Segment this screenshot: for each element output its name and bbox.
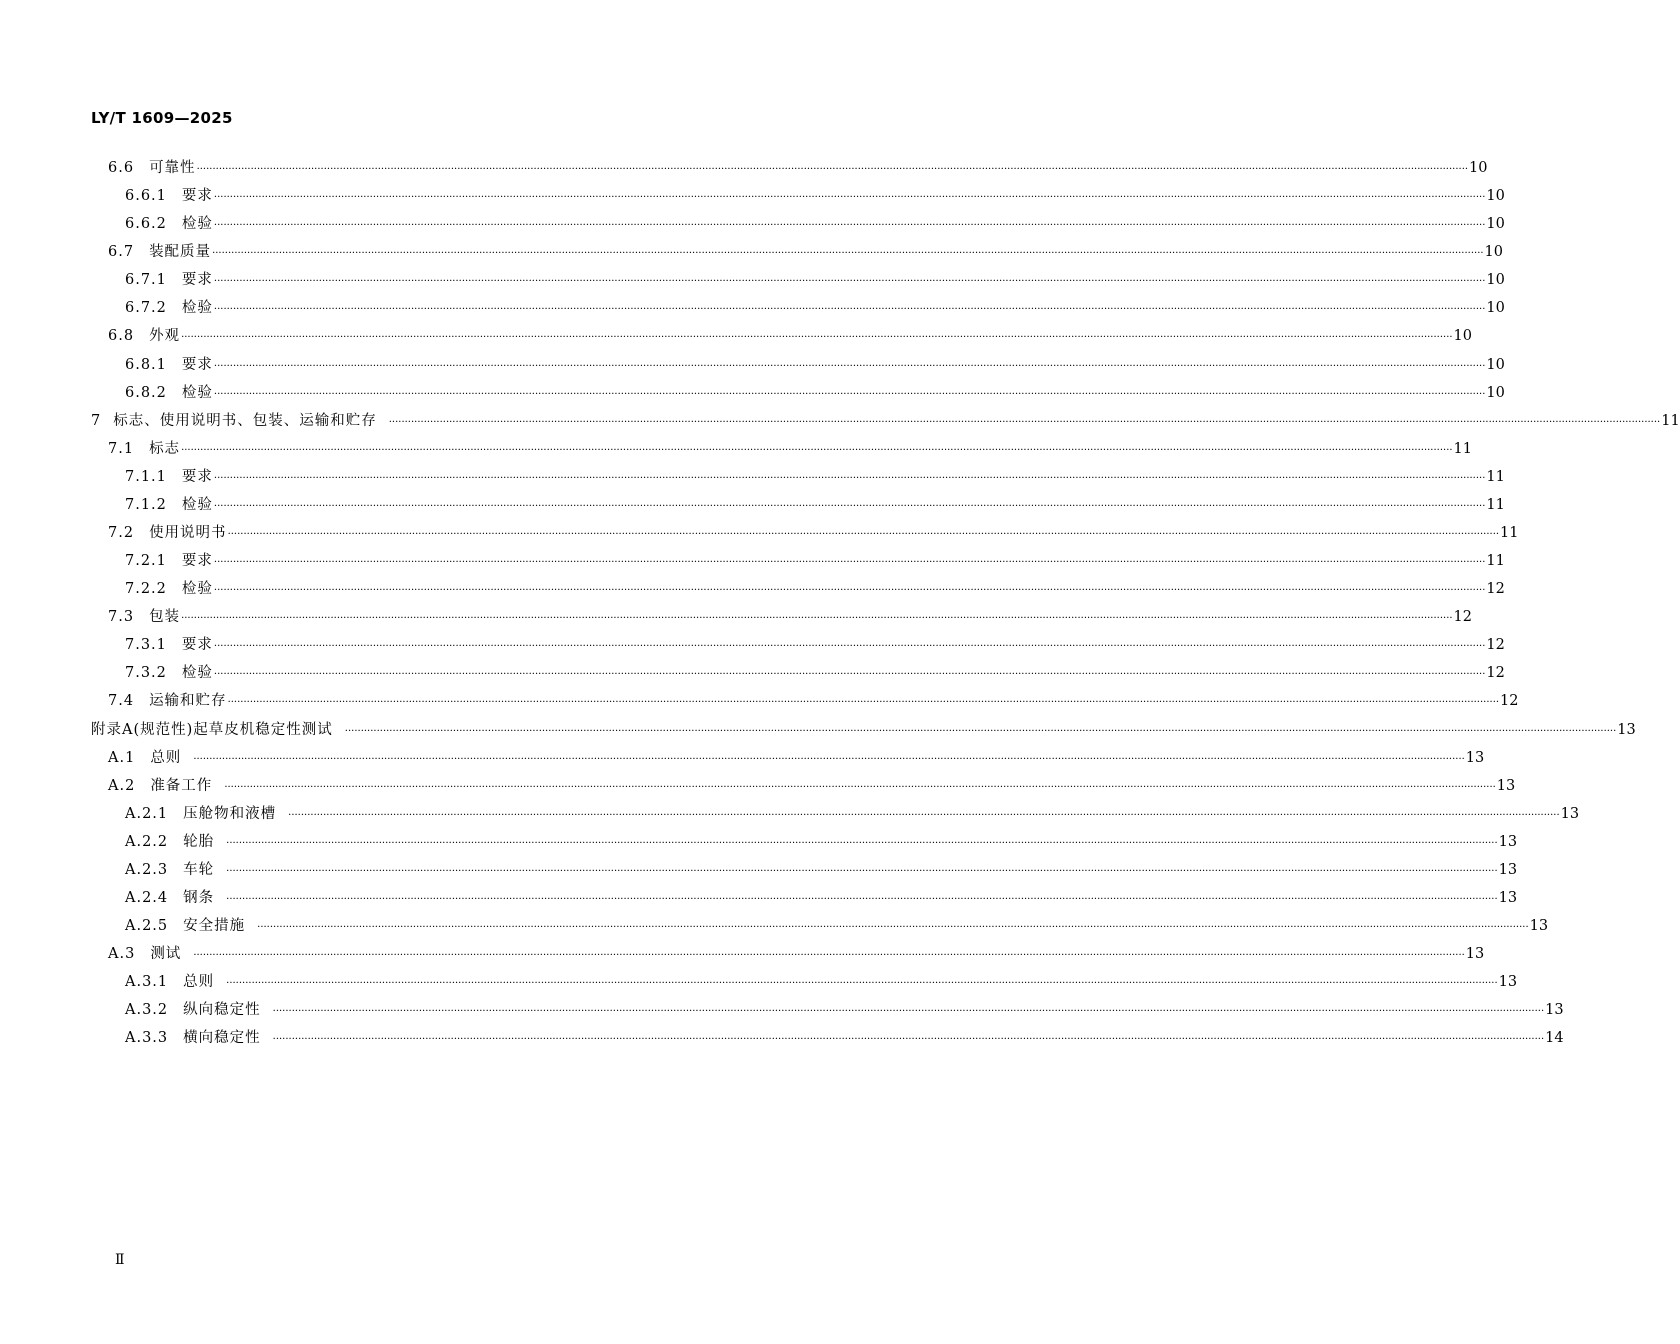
toc-dot-leader: ················································································································································································································································································································································································································ <box>213 641 1486 653</box>
toc-entry-number: 6.7 <box>108 244 135 261</box>
toc-entry-page: 12 <box>1486 637 1505 654</box>
toc-entry-number: 6.8.1 <box>125 356 167 373</box>
toc-dot-leader: ················································································································································································································································································································································································································ <box>213 557 1486 569</box>
toc-entry[interactable] <box>91 294 1505 322</box>
toc-entry[interactable] <box>91 379 1505 407</box>
table-of-contents <box>91 154 1680 1053</box>
toc-entry-title: 检验 <box>181 384 213 401</box>
toc-entry-page: 11 <box>1486 553 1505 570</box>
toc-entry-page: 13 <box>1545 1002 1564 1019</box>
toc-dot-leader: ················································································································································································································································································································································································································ <box>344 725 1617 737</box>
toc-entry[interactable] <box>91 772 1516 800</box>
toc-entry[interactable] <box>91 435 1472 463</box>
toc-entry[interactable] <box>91 996 1564 1024</box>
toc-dot-leader: ················································································································································································································································································································································································································ <box>227 697 1500 709</box>
toc-dot-leader: ················································································································································································································································································································································································································ <box>226 837 1498 849</box>
toc-dot-leader: ················································································································································································································································································································································································································ <box>196 164 1469 175</box>
toc-entry-number: 7.1 <box>108 440 135 457</box>
toc-entry-page: 13 <box>1498 861 1518 878</box>
toc-entry[interactable] <box>91 575 1505 603</box>
toc-entry[interactable] <box>91 856 1518 884</box>
toc-entry[interactable] <box>91 912 1549 940</box>
toc-entry[interactable] <box>91 800 1580 828</box>
toc-entry[interactable] <box>91 940 1485 968</box>
toc-entry-title: 检验 <box>181 216 213 233</box>
toc-dot-leader: ················································································································································································································································································································································································································ <box>227 529 1500 541</box>
toc-entry-title: 总则 <box>183 974 215 991</box>
toc-entry-title: 检验 <box>181 300 213 317</box>
toc-entry-page: 10 <box>1486 300 1505 317</box>
toc-entry[interactable] <box>91 716 1636 744</box>
toc-entry[interactable] <box>91 210 1505 238</box>
toc-entry-page: 11 <box>1486 468 1505 485</box>
toc-entry-page: 13 <box>1498 974 1518 991</box>
toc-entry[interactable] <box>91 828 1518 856</box>
toc-entry-page: 13 <box>1529 918 1549 935</box>
toc-entry[interactable] <box>91 491 1505 519</box>
toc-dot-leader: ················································································································································································································································································································································································································ <box>272 1006 1545 1018</box>
toc-entry-page: 13 <box>1560 805 1580 822</box>
toc-entry-page: 11 <box>1453 440 1472 457</box>
toc-entry-title: 检验 <box>181 665 213 682</box>
toc-entry-page: 10 <box>1484 244 1503 261</box>
toc-entry-title: 要求 <box>181 553 213 570</box>
toc-entry-title: 包装 <box>149 609 181 626</box>
toc-dot-leader: ················································································································································································································································································································································································································ <box>213 276 1486 288</box>
toc-dot-leader: ················································································································································································································································································································································································································ <box>213 669 1486 681</box>
toc-entry-page: 11 <box>1661 412 1680 429</box>
toc-entry-number: 7.3.1 <box>125 637 167 654</box>
toc-dot-leader: ················································································································································································································································································································································································································ <box>224 781 1496 793</box>
toc-entry-title: 装配质量 <box>149 244 212 261</box>
toc-entry-title: 可靠性 <box>149 160 196 176</box>
toc-entry[interactable] <box>91 266 1505 294</box>
toc-entry-number: A.1 <box>108 749 136 766</box>
toc-dot-leader: ················································································································································································································································································································································································································ <box>226 894 1498 906</box>
toc-entry-page: 11 <box>1500 525 1519 542</box>
toc-entry-number: A.3.1 <box>125 974 169 991</box>
toc-entry-number: 7.4 <box>108 693 135 710</box>
toc-entry-number: A.2 <box>108 777 136 794</box>
toc-dot-leader: ················································································································································································································································································································································································································ <box>213 500 1486 512</box>
toc-entry-title: 轮胎 <box>183 833 215 850</box>
toc-entry-number: 附录A(规范性) <box>91 721 194 738</box>
toc-entry-number: 6.7.2 <box>125 300 167 317</box>
toc-entry-title: 检验 <box>181 496 213 513</box>
toc-entry-title: 标志、使用说明书、包装、运输和贮存 <box>113 412 377 429</box>
toc-entry[interactable] <box>91 968 1518 996</box>
toc-entry-title: 压舱物和液槽 <box>183 805 277 822</box>
toc-entry-page: 10 <box>1486 356 1505 373</box>
toc-entry-title: 外观 <box>149 328 181 345</box>
toc-entry-number: 6.6 <box>108 160 135 176</box>
toc-entry-title: 使用说明书 <box>149 525 227 542</box>
toc-entry-number: 6.6.2 <box>125 216 167 233</box>
toc-entry-title: 要求 <box>181 356 213 373</box>
toc-dot-leader: ················································································································································································································································································································································································································ <box>213 388 1486 400</box>
toc-dot-leader: ················································································································································································································································································································································································································ <box>213 585 1486 597</box>
toc-entry-page: 10 <box>1453 328 1472 345</box>
toc-entry[interactable] <box>91 238 1503 266</box>
toc-entry-number: A.2.4 <box>125 890 169 907</box>
page-number: Ⅱ <box>115 1252 125 1268</box>
toc-dot-leader: ················································································································································································································································································································································································································ <box>213 472 1486 484</box>
toc-entry-number: 7 <box>91 412 102 429</box>
toc-entry[interactable] <box>91 744 1485 772</box>
toc-entry-title: 总则 <box>150 749 182 766</box>
toc-dot-leader: ················································································································································································································································································································································································································ <box>257 922 1529 934</box>
toc-entry-page: 12 <box>1486 665 1505 682</box>
toc-entry-title: 检验 <box>181 581 213 598</box>
toc-entry-number: A.3.2 <box>125 1002 169 1019</box>
toc-entry[interactable] <box>91 659 1505 687</box>
toc-entry-page: 11 <box>1486 496 1505 513</box>
toc-entry-number: A.2.5 <box>125 918 169 935</box>
toc-entry[interactable] <box>91 407 1680 435</box>
toc-dot-leader: ················································································································································································································································································································································································································ <box>181 332 1453 344</box>
toc-entry-page: 14 <box>1545 1030 1564 1047</box>
toc-entry-page: 10 <box>1486 216 1505 233</box>
toc-dot-leader: ················································································································································································································································································································································································································ <box>181 444 1453 456</box>
toc-entry-number: 7.3 <box>108 609 135 626</box>
toc-dot-leader: ················································································································································································································································································································································································································ <box>213 304 1486 316</box>
toc-entry-page: 13 <box>1465 946 1485 963</box>
toc-entry-title: 测试 <box>150 946 182 963</box>
document-code: LY/T 1609—2025 <box>91 109 233 127</box>
toc-entry-title: 要求 <box>181 637 213 654</box>
toc-entry-number: 7.1.1 <box>125 468 167 485</box>
toc-dot-leader: ················································································································································································································································································································································································································ <box>213 360 1486 372</box>
toc-entry-number: 7.1.2 <box>125 496 167 513</box>
toc-dot-leader: ················································································································································································································································································································································································································ <box>288 809 1560 821</box>
toc-entry[interactable] <box>91 603 1472 631</box>
toc-entry-title: 运输和贮存 <box>149 693 227 710</box>
toc-entry-page: 13 <box>1496 777 1516 794</box>
toc-entry-page: 12 <box>1486 581 1505 598</box>
toc-entry-title: 横向稳定性 <box>183 1030 261 1047</box>
toc-dot-leader: ················································································································································································································································································································································································································ <box>213 192 1486 204</box>
toc-entry-title: 要求 <box>181 468 213 485</box>
toc-dot-leader: ················································································································································································································································································································································································································ <box>212 248 1484 260</box>
toc-entry-page: 10 <box>1486 272 1505 289</box>
toc-entry[interactable] <box>91 154 1488 182</box>
toc-entry[interactable] <box>91 631 1505 659</box>
toc-entry-number: A.2.1 <box>125 805 169 822</box>
toc-dot-leader: ················································································································································································································································································································································································································ <box>181 613 1453 625</box>
toc-entry-page: 13 <box>1617 721 1636 738</box>
toc-entry[interactable] <box>91 687 1519 715</box>
toc-entry-page: 13 <box>1498 833 1518 850</box>
toc-entry-title: 安全措施 <box>183 918 246 935</box>
toc-entry-number: A.3 <box>108 946 136 963</box>
toc-entry-number: 6.8 <box>108 328 135 345</box>
toc-dot-leader: ················································································································································································································································································································································································································ <box>226 978 1498 990</box>
toc-entry[interactable] <box>91 1024 1564 1052</box>
toc-entry-page: 12 <box>1500 693 1519 710</box>
toc-entry-page: 13 <box>1465 749 1485 766</box>
toc-entry-page: 12 <box>1453 609 1472 626</box>
toc-entry-number: A.2.3 <box>125 861 169 878</box>
toc-dot-leader: ················································································································································································································································································································································································································ <box>193 950 1465 962</box>
toc-entry-page: 13 <box>1498 890 1518 907</box>
toc-entry-number: 7.3.2 <box>125 665 167 682</box>
toc-entry-number: A.2.2 <box>125 833 169 850</box>
toc-entry[interactable] <box>91 884 1518 912</box>
toc-dot-leader: ················································································································································································································································································································································································································ <box>226 865 1498 877</box>
toc-entry-number: 7.2 <box>108 525 135 542</box>
toc-entry[interactable] <box>91 519 1519 547</box>
toc-entry-title: 准备工作 <box>150 777 213 794</box>
toc-entry-number: 6.7.1 <box>125 272 167 289</box>
toc-dot-leader: ················································································································································································································································································································································································································ <box>193 753 1465 765</box>
toc-entry-number: 6.6.1 <box>125 188 167 205</box>
toc-entry[interactable] <box>91 547 1505 575</box>
toc-entry-title: 标志 <box>149 440 181 457</box>
toc-entry-number: A.3.3 <box>125 1030 169 1047</box>
toc-entry[interactable] <box>91 322 1472 350</box>
toc-entry-page: 10 <box>1469 160 1488 176</box>
toc-dot-leader: ················································································································································································································································································································································································································ <box>213 220 1486 232</box>
toc-dot-leader: ················································································································································································································································································································································································································ <box>388 416 1661 428</box>
toc-entry-number: 7.2.2 <box>125 581 167 598</box>
toc-entry-title: 钢条 <box>183 890 215 907</box>
toc-entry-title: 纵向稳定性 <box>183 1002 261 1019</box>
toc-entry[interactable] <box>91 463 1505 491</box>
toc-entry-title: 起草皮机稳定性测试 <box>193 721 333 738</box>
toc-entry-title: 车轮 <box>183 861 215 878</box>
toc-entry-title: 要求 <box>181 188 213 205</box>
toc-entry-number: 6.8.2 <box>125 384 167 401</box>
toc-dot-leader: ················································································································································································································································································································································································································ <box>272 1034 1545 1046</box>
toc-entry[interactable] <box>91 182 1505 210</box>
toc-entry-page: 10 <box>1486 384 1505 401</box>
toc-entry-number: 7.2.1 <box>125 553 167 570</box>
toc-entry-title: 要求 <box>181 272 213 289</box>
toc-entry-page: 10 <box>1486 188 1505 205</box>
toc-entry[interactable] <box>91 351 1505 379</box>
